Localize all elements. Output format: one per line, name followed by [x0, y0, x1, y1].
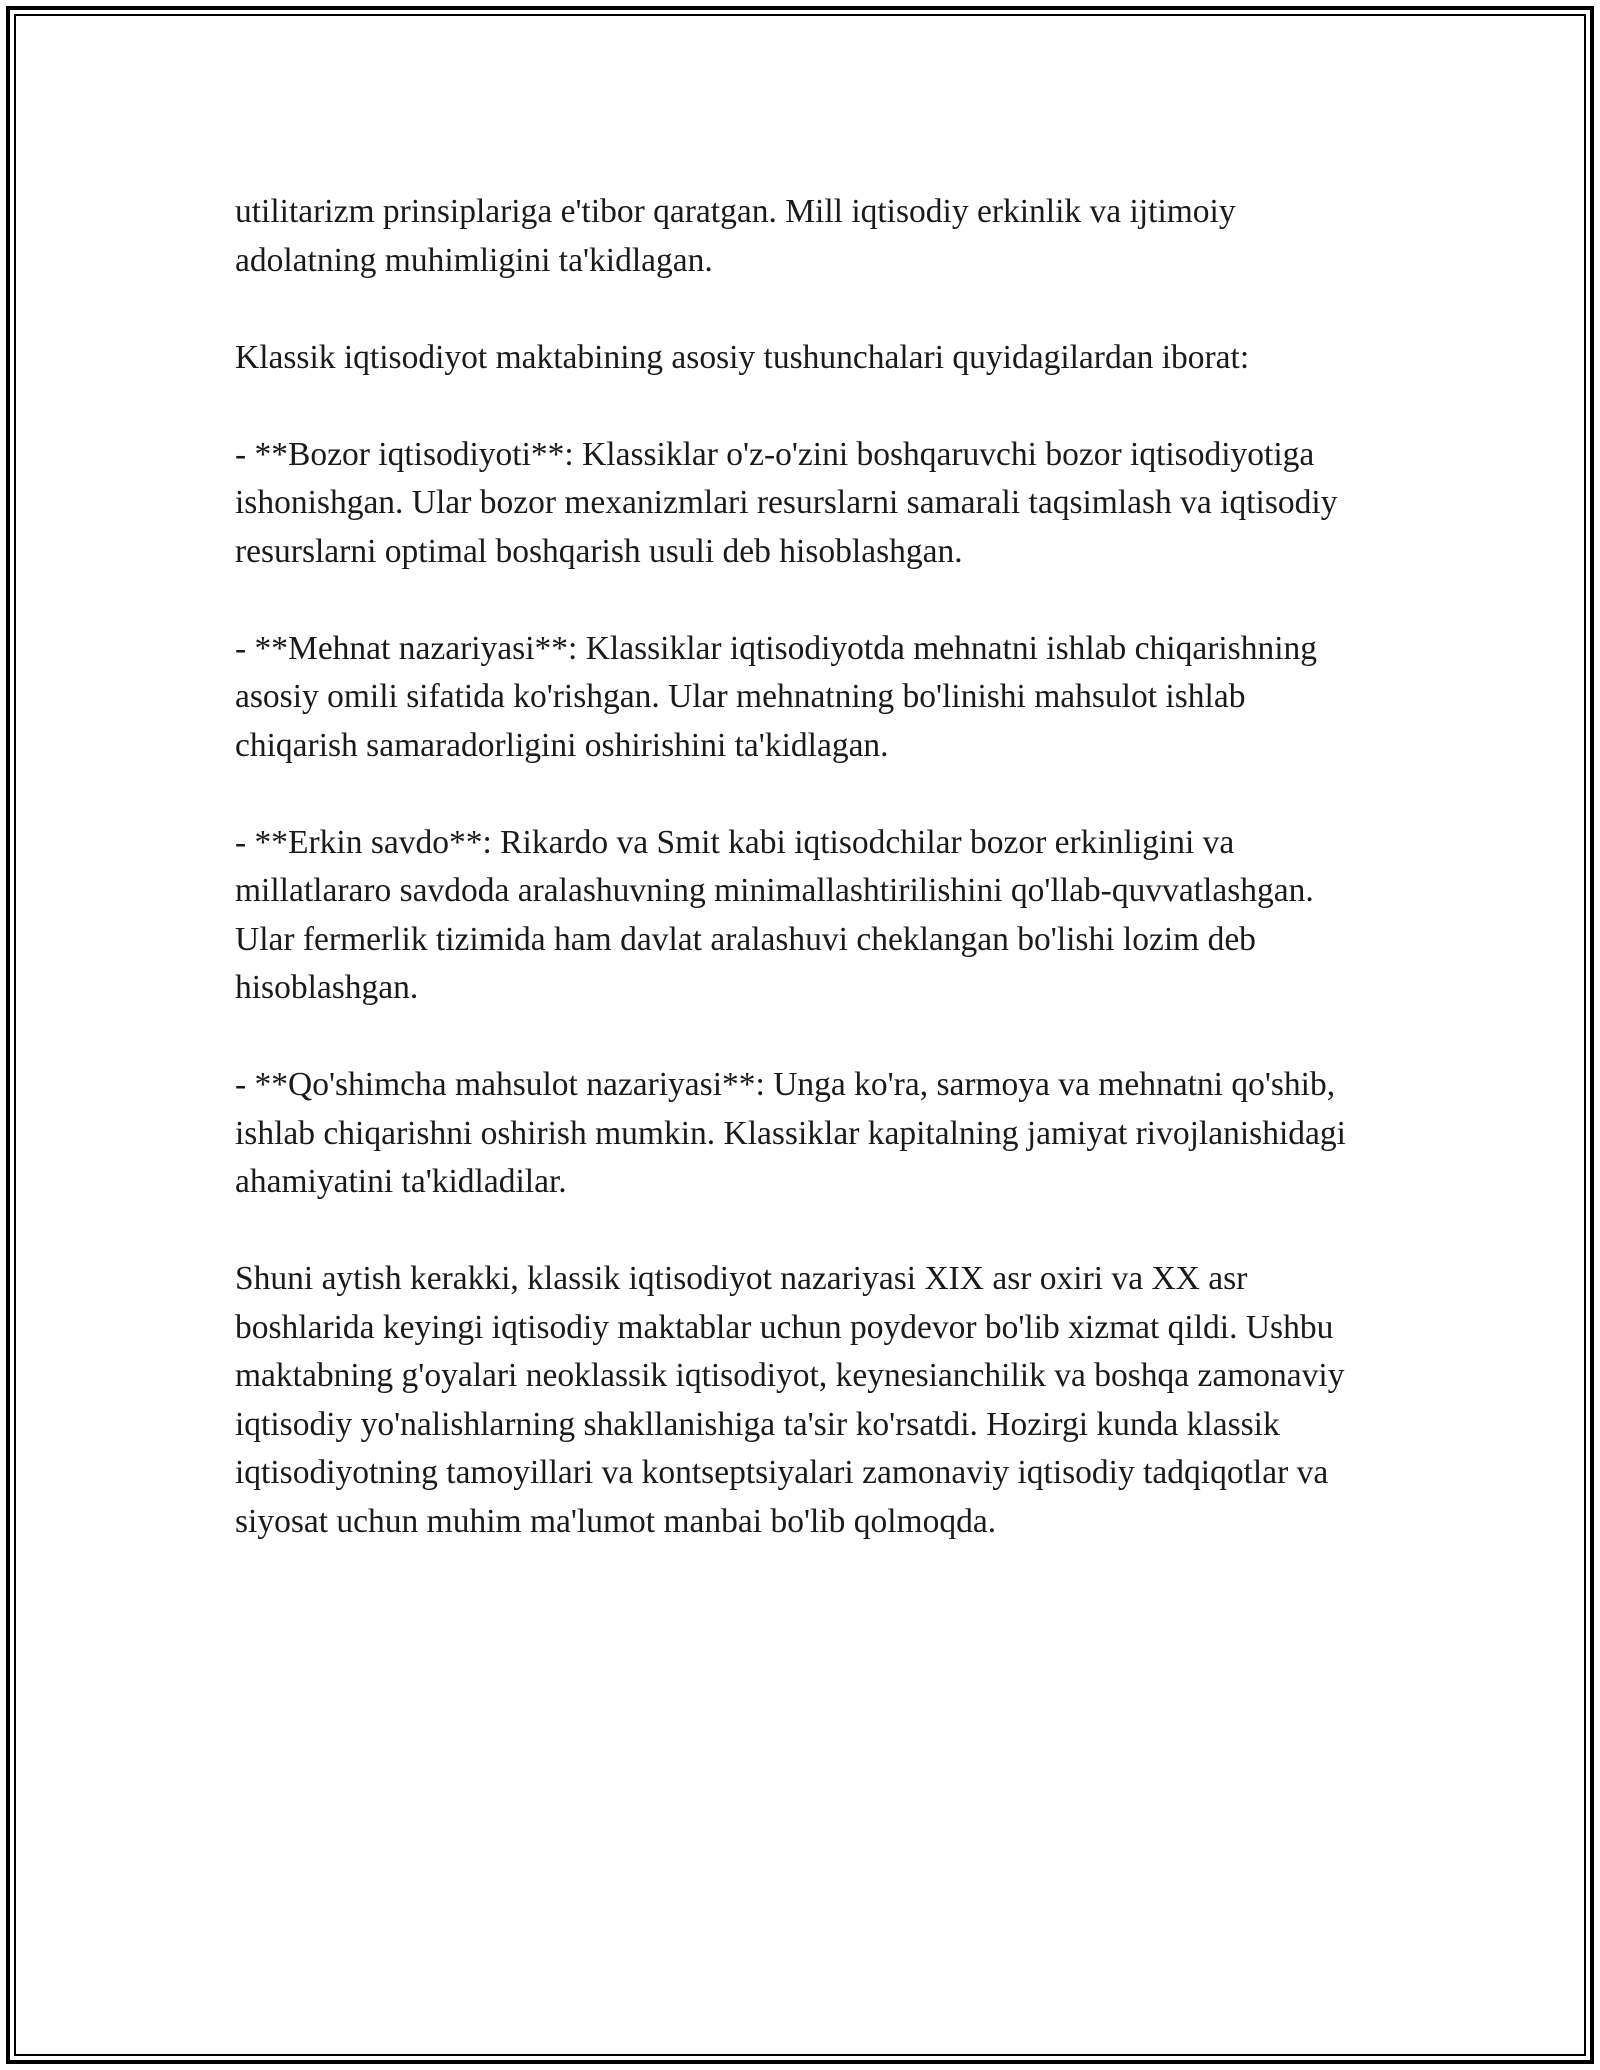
paragraph-concepts-heading: Klassik iqtisodiyot maktabining asosiy tushunchalari quyidagilardan iborat: — [235, 338, 1250, 376]
list-item-erkin-savdo: - **Erkin savdo**: Rikardo va Smit kabi iqtisodchilar bozor erkinligini va millatlararo savdoda aralashuvning minimallashtirilishini qo'llab-quvvatlashgan. Ular fermerlik tizimida ham davlat aralashuvi cheklangan bo'lishi lozim deb hisoblashgan. — [235, 823, 1314, 1006]
list-item-qoshimcha-mahsulot: - **Qo'shimcha mahsulot nazariyasi**: Unga ko'ra, sarmoya va mehnatni qo'shib, ishlab chiqarishni oshirish mumkin. Klassiklar kapitalning jamiyat rivojlanishidagi ahamiyatini ta'kidladilar. — [235, 1066, 1346, 1200]
list-item-mehnat-nazariyasi: - **Mehnat nazariyasi**: Klassiklar iqtisodiyotda mehnatni ishlab chiqarishning asosiy omili sifatida ko'rishgan. Ular mehnatning bo'linishi mahsulot ishlab chiqarish samaradorligini oshirishini ta'kidlagan. — [235, 629, 1318, 764]
document-body — [235, 188, 1365, 1546]
paragraph-intro-continuation: utilitarizm prinsiplariga e'tibor qaratgan. Mill iqtisodiy erkinlik va ijtimoiy adolatning muhimligini ta'kidlagan. — [235, 193, 1236, 279]
paragraph-conclusion: Shuni aytish kerakki, klassik iqtisodiyot nazariyasi XIX asr oxiri va XX asr boshlarida keyingi iqtisodiy maktablar uchun poydevor bo'lib xizmat qildi. Ushbu maktabning g'oyalari neoklassik iqtisodiyot, keynesianchilik va boshqa zamonaviy iqtisodiy yo'nalishlarning shakllanishiga ta'sir ko'rsatdi. Hozirgi kunda klassik iqtisodiyotning tamoyillari va kontseptsiyalari zamonaviy iqtisodiy tadqiqotlar va siyosat uchun muhim ma'lumot manbai bo'lib qolmoqda. — [235, 1260, 1345, 1540]
list-item-bozor-iqtisodiyoti: - **Bozor iqtisodiyoti**: Klassiklar o'z-o'zini boshqaruvchi bozor iqtisodiyotiga ishonishgan. Ular bozor mexanizmlari resurslarni samarali taqsimlash va iqtisodiy resurslarni optimal boshqarish usuli deb hisoblashgan. — [235, 435, 1338, 570]
